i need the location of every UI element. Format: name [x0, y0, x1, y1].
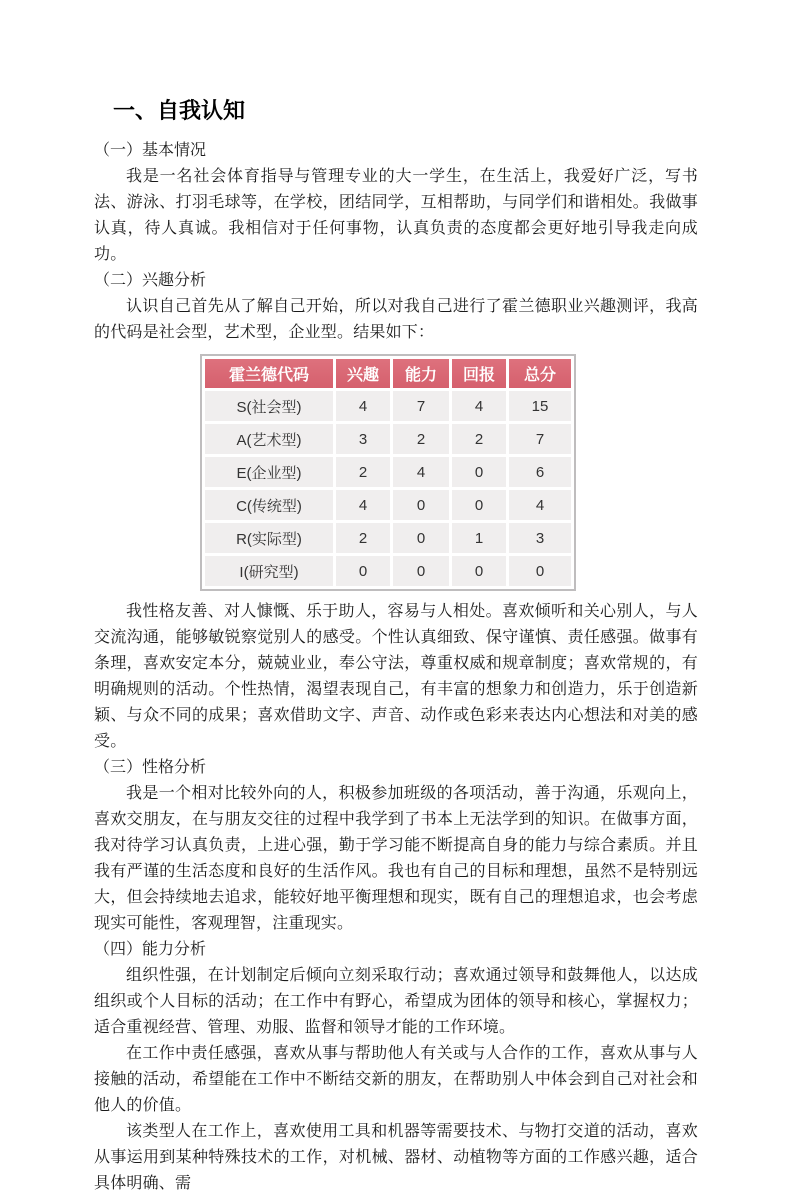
holland-code-table — [200, 354, 698, 591]
table-cell: 4 — [336, 490, 390, 520]
table-cell: 0 — [393, 556, 449, 586]
table-cell: 4 — [509, 490, 571, 520]
table-header-row — [205, 359, 571, 388]
paragraph-ability-2: 在工作中责任感强，喜欢从事与帮助他人有关或与人合作的工作，喜欢从事与人接触的活动，希望能在工作中不断结交新的朋友，在帮助别人中体会到自己对社会和他人的价值。 — [94, 1045, 698, 1114]
table-cell: 0 — [393, 523, 449, 553]
table-cell: S(社会型) — [205, 391, 333, 421]
section-heading-ability-analysis: （四）能力分析 — [94, 941, 207, 958]
document-title: 一、自我认知 — [113, 98, 246, 123]
table-cell: 2 — [336, 457, 390, 487]
section-heading-interest-analysis: （二）兴趣分析 — [94, 272, 207, 289]
section-heading-basic-info: （一）基本情况 — [94, 142, 207, 159]
table-cell: 2 — [336, 523, 390, 553]
table-row — [205, 457, 571, 487]
table-cell: 15 — [509, 391, 571, 421]
table-cell: 0 — [452, 490, 506, 520]
table-row — [205, 556, 571, 586]
table-cell: 0 — [452, 457, 506, 487]
table-cell: R(实际型) — [205, 523, 333, 553]
table-cell: 0 — [393, 490, 449, 520]
table-cell: 0 — [452, 556, 506, 586]
table-row — [205, 523, 571, 553]
table-cell: 3 — [509, 523, 571, 553]
paragraph-basic-info: 我是一名社会体育指导与管理专业的大一学生，在生活上，我爱好广泛，写书法、游泳、打羽毛球等，在学校，团结同学，互相帮助，与同学们和谐相处。我做事认真，待人真诚。我相信对于任何事物，认真负责的态度都会更好地引导我走向成功。 — [94, 168, 698, 263]
table-cell: 0 — [336, 556, 390, 586]
paragraph-ability-1: 组织性强，在计划制定后倾向立刻采取行动；喜欢通过领导和鼓舞他人，以达成组织或个人目标的活动；在工作中有野心，希望成为团体的领导和核心，掌握权力；适合重视经营、管理、劝服、监督和领导才能的工作环境。 — [94, 967, 698, 1036]
table-cell: 2 — [452, 424, 506, 454]
table-header-cell-reward: 回报 — [452, 359, 506, 388]
paragraph-interest-intro: 认识自己首先从了解自己开始，所以对我自己进行了霍兰德职业兴趣测评，我高的代码是社会型，艺术型，企业型。结果如下： — [94, 298, 698, 341]
table-cell: 2 — [393, 424, 449, 454]
table-cell: C(传统型) — [205, 490, 333, 520]
holland-table — [200, 354, 576, 591]
table-header-cell-interest: 兴趣 — [336, 359, 390, 388]
table-cell: I(研究型) — [205, 556, 333, 586]
table-cell: A(艺术型) — [205, 424, 333, 454]
table-cell: 3 — [336, 424, 390, 454]
table-header-cell-total: 总分 — [509, 359, 571, 388]
table-cell: 6 — [509, 457, 571, 487]
section-heading-character-analysis: （三）性格分析 — [94, 759, 207, 776]
table-cell: 0 — [509, 556, 571, 586]
paragraph-interest-personality: 我性格友善、对人慷慨、乐于助人，容易与人相处。喜欢倾听和关心别人，与人交流沟通，能够敏锐察觉别人的感受。个性认真细致、保守谨慎、责任感强。做事有条理，喜欢安定本分，兢兢业业，奉公守法，尊重权威和规章制度；喜欢常规的，有明确规则的活动。个性热情，渴望表现自己，有丰富的想象力和创造力，乐于创造新颖、与众不同的成果；喜欢借助文字、声音、动作或色彩来表达内心想法和对美的感受。 — [94, 603, 698, 750]
table-cell: 4 — [452, 391, 506, 421]
table-row — [205, 490, 571, 520]
table-header-cell-code: 霍兰德代码 — [205, 359, 333, 388]
table-cell: E(企业型) — [205, 457, 333, 487]
table-cell: 7 — [509, 424, 571, 454]
paragraph-character: 我是一个相对比较外向的人，积极参加班级的各项活动，善于沟通，乐观向上，喜欢交朋友，在与朋友交往的过程中我学到了书本上无法学到的知识。在做事方面，我对待学习认真负责，上进心强，勤于学习能不断提高自身的能力与综合素质。并且我有严谨的生活态度和良好的生活作风。我也有自己的目标和理想，虽然不是特别远大，但会持续地去追求，能较好地平衡理想和现实，既有自己的理想追求，也会考虑现实可能性，客观理智，注重现实。 — [94, 785, 698, 932]
table-row — [205, 391, 571, 421]
table-cell: 4 — [336, 391, 390, 421]
paragraph-ability-3: 该类型人在工作上，喜欢使用工具和机器等需要技术、与物打交道的活动，喜欢从事运用到某种特殊技术的工作，对机械、器材、动植物等方面的工作感兴趣，适合具体明确、需 — [94, 1123, 698, 1192]
table-row — [205, 424, 571, 454]
table-cell: 1 — [452, 523, 506, 553]
table-header-cell-ability: 能力 — [393, 359, 449, 388]
table-cell: 4 — [393, 457, 449, 487]
table-cell: 7 — [393, 391, 449, 421]
